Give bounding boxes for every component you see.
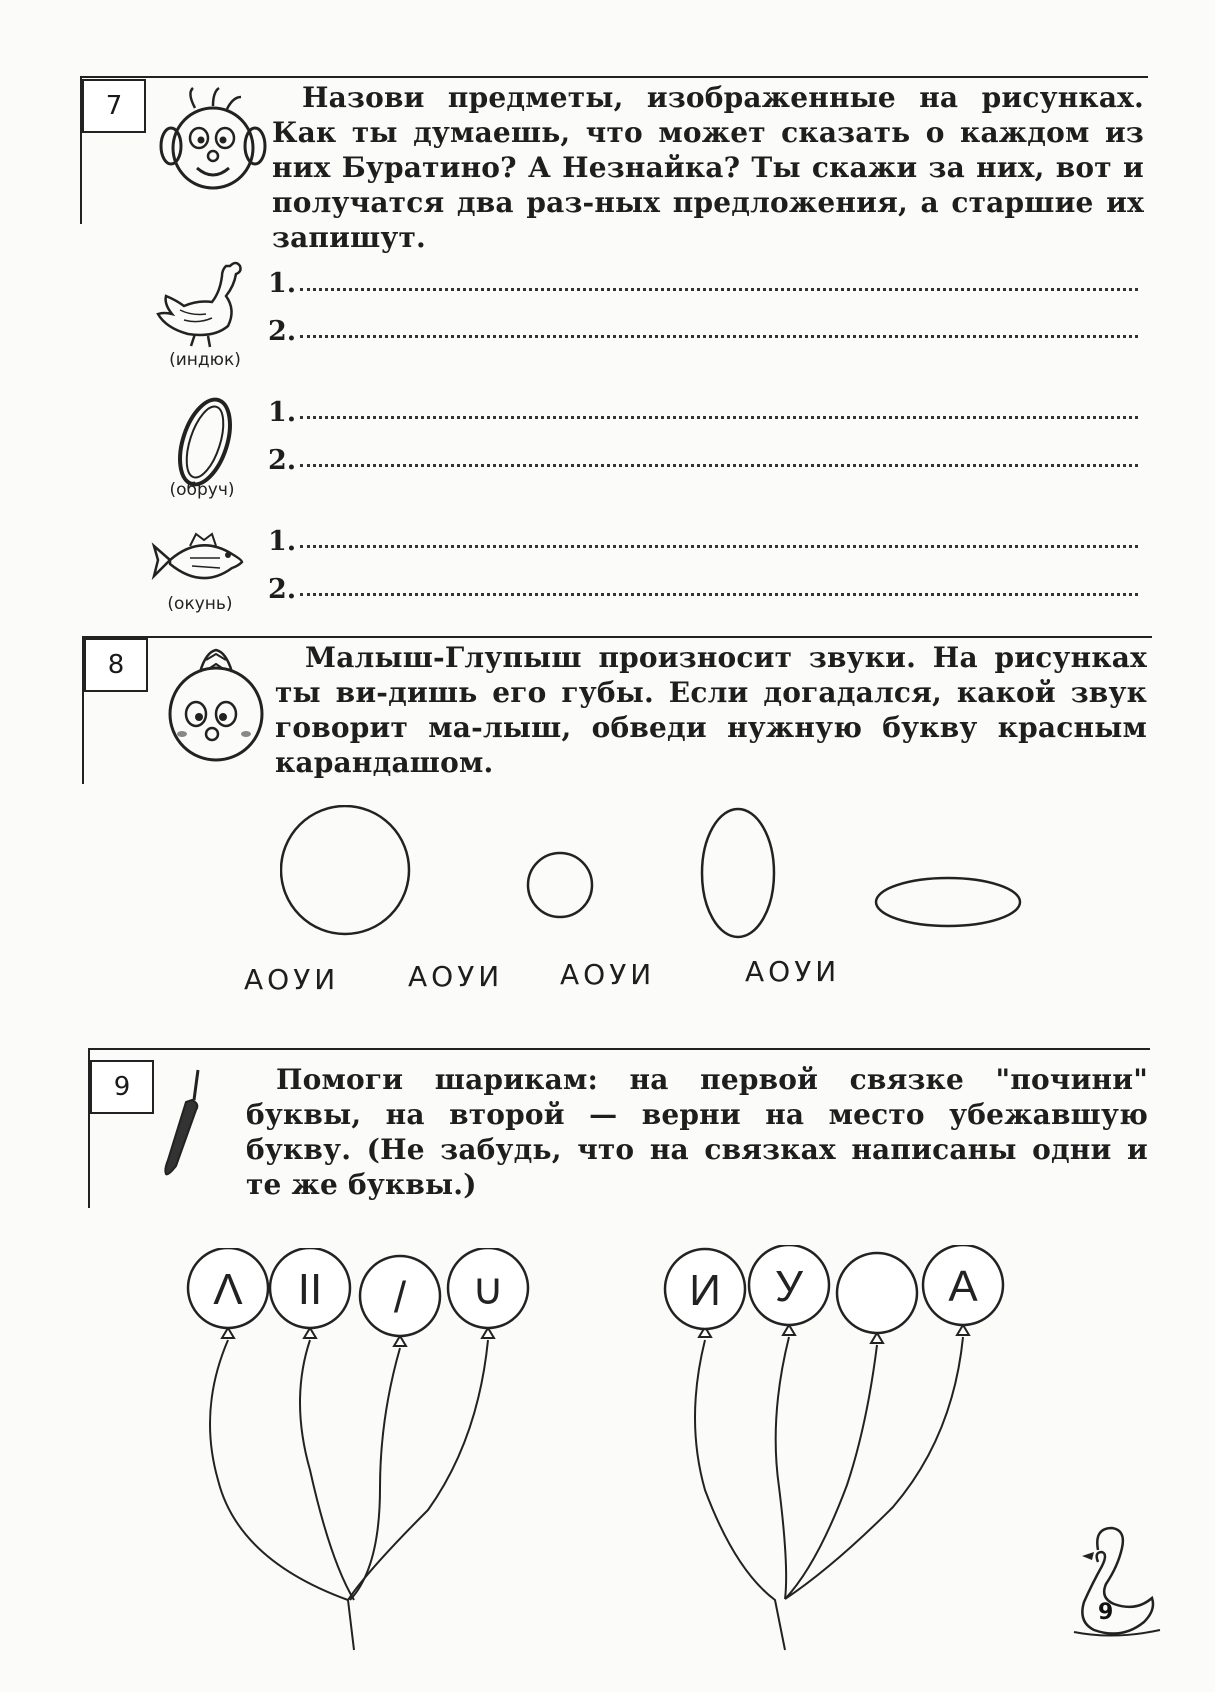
perch-fish-icon <box>150 530 250 592</box>
task7-row2-line1-number: 1. <box>268 397 297 428</box>
vowel-group-2[interactable]: АОУИ <box>408 960 504 993</box>
task8-instruction <box>275 640 1147 780</box>
task8-top-rule <box>82 636 1152 638</box>
swan-icon <box>1068 1520 1168 1650</box>
hoop-icon <box>175 392 235 492</box>
vowel-group-3[interactable]: АОУИ <box>560 958 656 991</box>
malysh-face-icon <box>160 646 272 766</box>
bunch1-letter-4: ∪ <box>471 1265 505 1314</box>
bunch2-balloon-3[interactable] <box>837 1253 917 1333</box>
task7-instruction <box>272 80 1144 255</box>
bunch1-letter-3: / <box>393 1273 407 1322</box>
task7-row2-line1[interactable] <box>300 416 1138 419</box>
task7-row2-line2[interactable] <box>300 464 1138 467</box>
lip-shape-small-circle <box>528 853 592 917</box>
task7-row3-line1[interactable] <box>300 545 1138 548</box>
balloon-bunch-2 <box>655 1245 1025 1655</box>
balloon-bunch-1 <box>170 1248 550 1658</box>
bunch1-letter-2: II <box>297 1265 323 1314</box>
page-number: 9 <box>1098 1600 1114 1625</box>
task7-row1-line2[interactable] <box>300 335 1138 338</box>
task7-row3-line1-number: 1. <box>268 526 297 557</box>
bunch2-letter-2: У <box>775 1262 803 1311</box>
task7-row1-line1[interactable] <box>300 288 1138 291</box>
lip-shape-wide-oval <box>876 878 1020 926</box>
task8-text: Малыш-Глупыш произносит звуки. На рисунках ты ви-дишь его губы. Если догадался, какой звук говорит ма-лыш, обведи нужную букву красным карандашом. <box>275 641 1147 779</box>
lip-shape-tall-oval <box>702 809 774 937</box>
task8-number: 8 <box>84 638 148 692</box>
bunch2-letter-1: И <box>689 1266 721 1315</box>
task7-row1-line1-number: 1. <box>268 268 297 299</box>
task7-text: Назови предметы, изображенные на рисунках. Как ты думаешь, что может сказать о каждом из них Буратино? А Незнайка? Ты скажи за них, вот и получатся два раз-ных предложения, а старшие их запишут. <box>272 81 1144 254</box>
task9-top-rule <box>88 1048 1150 1050</box>
task7-number: 7 <box>82 79 146 133</box>
bunch2-letter-4: А <box>948 1262 978 1311</box>
task7-row3-line2[interactable] <box>300 593 1138 596</box>
perch-caption: (окунь) <box>167 594 233 614</box>
turkey-icon <box>150 258 260 348</box>
task9-number: 9 <box>90 1060 154 1114</box>
task7-row3-line2-number: 2. <box>268 574 297 605</box>
paintbrush-icon <box>162 1066 212 1178</box>
vowel-group-4[interactable]: АОУИ <box>745 955 841 988</box>
task9-text: Помоги шарикам: на первой связке "почини" буквы, на второй — верни на место убежавшую букву. (Не забудь, что на связках написаны одни и те же буквы.) <box>246 1063 1148 1201</box>
task9-instruction <box>246 1062 1148 1202</box>
lip-shape-big-circle <box>281 806 409 934</box>
turkey-caption: (индюк) <box>169 350 241 370</box>
hoop-caption: (обруч) <box>169 480 235 500</box>
task7-row1-line2-number: 2. <box>268 316 297 347</box>
bunch1-letter-1: Λ <box>213 1265 243 1314</box>
buratino-face-icon <box>155 86 270 201</box>
vowel-group-1[interactable]: АОУИ <box>244 963 340 996</box>
lip-shapes <box>280 805 1040 940</box>
task7-top-rule <box>80 76 1148 78</box>
task7-row2-line2-number: 2. <box>268 445 297 476</box>
